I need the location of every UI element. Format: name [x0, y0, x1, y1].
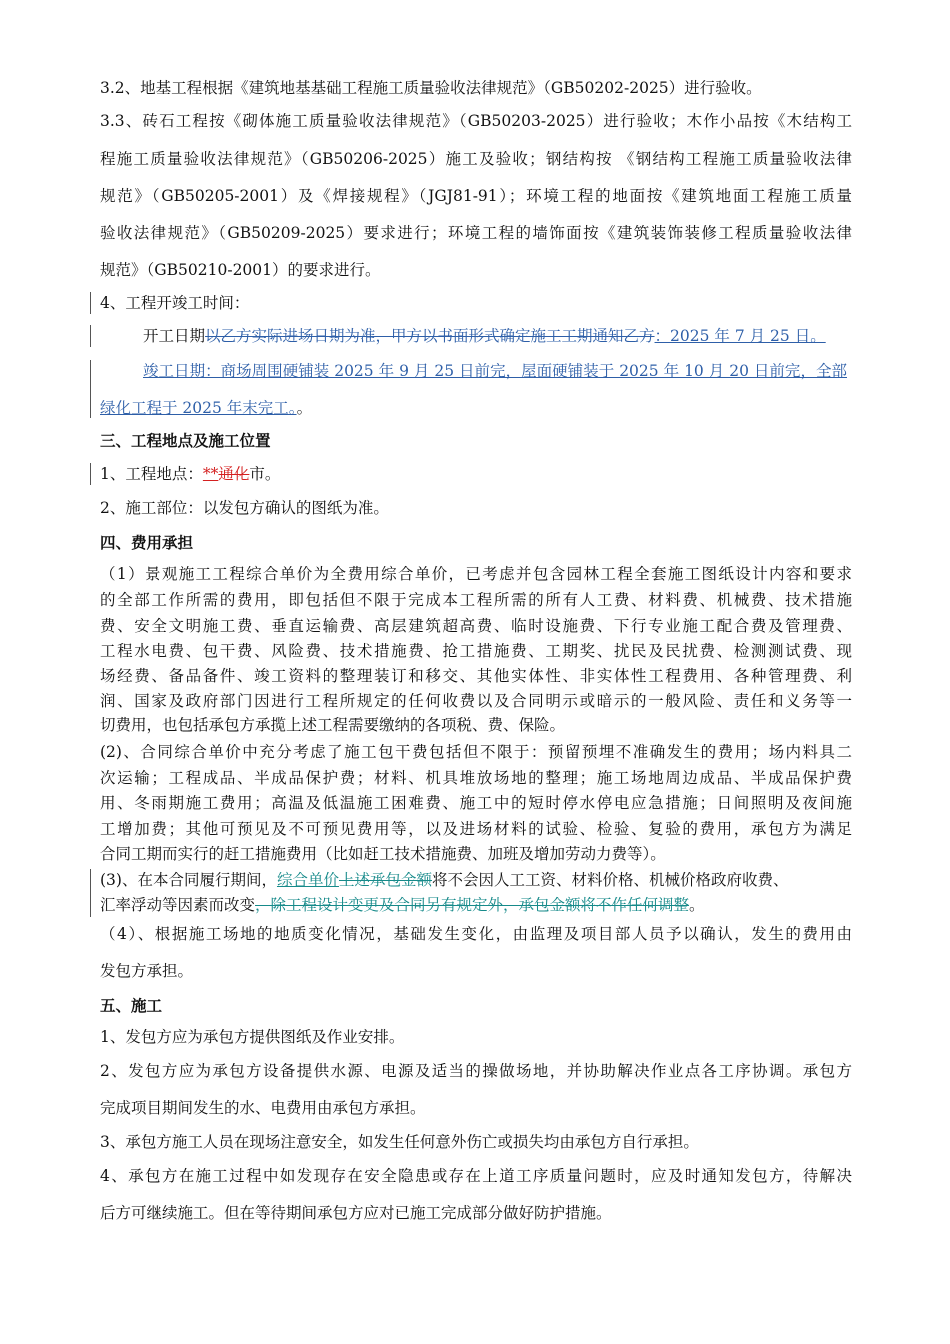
- cost-para-1-line-4: 工程水电费、包干费、风险费、技术措施费、抢工措施费、工期奖、扰民及民扰费、检测测试费、现: [100, 642, 852, 660]
- finish-tail: 。: [296, 399, 313, 417]
- para-3-line-2-prefix: 汇率浮动等因素而改变: [100, 896, 256, 914]
- project-location: [100, 463, 852, 485]
- work-item-4-line-2: 后方可继续施工。但在等待期间承包方应对已施工完成部分做好防护措施。: [100, 1204, 612, 1222]
- clause-3-3-line-1: 3.3、砖石工程按《砌体施工质量验收法律规范》（GB50203-2025）进行验收；木作小品按《木结构工: [100, 112, 852, 130]
- deleted-text: 以乙方实际进场日期为准，甲方以书面形式确定施工工期通知乙方: [205, 327, 655, 345]
- cost-para-3-line-1: [100, 869, 852, 891]
- change-bar: [90, 463, 91, 485]
- para-3-line-2-suffix: 。: [689, 896, 705, 914]
- clause-3-3-line-2: 程施工质量验收法律规范》（GB50206-2025）施工及验收；钢结构按 《钢结构工程施工质量验收法律: [100, 150, 852, 168]
- construction-part: 2、施工部位：以发包方确认的图纸为准。: [100, 499, 389, 517]
- location-label: 1、工程地点：: [100, 465, 203, 483]
- work-item-4-line-1: 4、承包方在施工过程中如发现存在安全隐患或存在上道工序质量问题时，应及时通知发包方，待解决: [100, 1167, 852, 1185]
- work-item-3: 3、承包方施工人员在现场注意安全，如发生任何意外伤亡或损失均由承包方自行承担。: [100, 1133, 699, 1151]
- deleted-text: 通化: [218, 465, 250, 483]
- cost-para-1-line-1: （1）景观施工工程综合单价为全费用综合单价，已考虑并包含园林工程全套施工图纸设计内容和要求: [100, 565, 852, 583]
- section-heading-4: 四、费用承担: [100, 533, 194, 552]
- work-item-1: 1、发包方应为承包方提供图纸及作业安排。: [100, 1028, 405, 1046]
- deleted-text: ，除工程设计变更及合同另有规定外，承包金额将不作任何调整: [255, 896, 690, 914]
- cost-para-1-line-6: 润、国家及政府部门因进行工程所规定的任何收费以及合同明示或暗示的一般风险、责任和义务等一: [100, 692, 852, 710]
- start-date-label: 开工日期: [143, 327, 206, 345]
- inserted-text: **: [202, 465, 219, 483]
- change-bar: [90, 292, 91, 314]
- location-suffix: 市。: [249, 465, 281, 483]
- cost-para-4-line-2: 发包方承担。: [100, 962, 194, 980]
- inserted-text: ：2025 年 7 月 25 日。: [654, 327, 826, 345]
- cost-para-1-line-5: 场经费、备品备件、竣工资料的整理装订和移交、其他实体性、非实体性工程费用、各种管理费、利: [100, 667, 852, 685]
- para-3-prefix: (3)、在本合同履行期间，: [100, 871, 277, 889]
- clause-3-3-line-4: 验收法律规范》（GB50209-2025）要求进行；环境工程的墙饰面按《建筑装饰装修工程质量验收法律: [100, 224, 852, 242]
- work-item-2-line-1: 2、发包方应为承包方设备提供水源、电源及适当的操做场地，并协助解决作业点各工序协调。承包方: [100, 1062, 852, 1080]
- finish-date-line-2: [100, 397, 852, 419]
- change-bar: [90, 360, 91, 418]
- clause-4-title: 4、工程开竣工时间：: [100, 294, 250, 312]
- clause-3-3-line-5: 规范》（GB50210-2001）的要求进行。: [100, 261, 381, 279]
- cost-para-2-line-1: (2)、合同综合单价中充分考虑了施工包干费包括但不限于：预留预埋不准确发生的费用；场内料具二: [100, 743, 852, 761]
- finish-date-line-1: [143, 360, 847, 382]
- inserted-text: 综合单价: [276, 871, 339, 889]
- para-3-suffix: 将不会因人工工资、材料价格、机械价格政府收费、: [432, 871, 789, 889]
- start-date-line: [143, 325, 855, 347]
- inserted-text: 绿化工程于 2025 年末完工。: [100, 399, 297, 417]
- section-heading-3: 三、工程地点及施工位置: [100, 431, 271, 450]
- cost-para-2-line-4: 工增加费；其他可预见及不可预见费用等，以及进场材料的试验、检验、复验的费用，承包方为满足: [100, 820, 852, 838]
- cost-para-1-line-3: 费、安全文明施工费、垂直运输费、高层建筑超高费、临时设施费、下行专业施工配合费及管理费、: [100, 617, 852, 635]
- cost-para-3-line-2: [100, 894, 852, 916]
- clause-3-2: 3.2、地基工程根据《建筑地基基础工程施工质量验收法律规范》（GB50202-2025）进行验收。: [100, 79, 762, 97]
- cost-para-1-line-2: 的全部工作所需的费用，即包括但不限于完成本工程所需的所有人工费、材料费、机械费、技术措施: [100, 591, 852, 609]
- clause-3-3-line-3: 规范》（GB50205-2001）及《焊接规程》（JGJ81-91）；环境工程的地面按《建筑地面工程施工质量: [100, 187, 852, 205]
- deleted-text: 上述承包金额: [338, 871, 432, 889]
- section-heading-5: 五、施工: [100, 996, 163, 1015]
- cost-para-4-line-1: （4）、根据施工场地的地质变化情况，基础发生变化，由监理及项目部人员予以确认，发生的费用由: [100, 925, 852, 943]
- cost-para-2-line-5: 合同工期而实行的赶工措施费用（比如赶工技术措施费、加班及增加劳动力费等）。: [100, 845, 666, 863]
- cost-para-2-line-3: 用、冬雨期施工费用；高温及低温施工困难费、施工中的短时停水停电应急措施；日间照明及夜间施: [100, 794, 852, 812]
- change-bar: [90, 325, 91, 347]
- cost-para-2-line-2: 次运输；工程成品、半成品保护费；材料、机具堆放场地的整理；施工场地周边成品、半成品保护费: [100, 769, 852, 787]
- work-item-2-line-2: 完成项目期间发生的水、电费用由承包方承担。: [100, 1099, 426, 1117]
- change-bar: [90, 869, 91, 917]
- inserted-text: 竣工日期：商场周围硬铺装 2025 年 9 月 25 日前完，屋面硬铺装于 2025 年 10 月 20 日前完，全部: [143, 362, 847, 380]
- cost-para-1-line-7: 切费用，也包括承包方承揽上述工程需要缴纳的各项税、费、保险。: [100, 716, 566, 734]
